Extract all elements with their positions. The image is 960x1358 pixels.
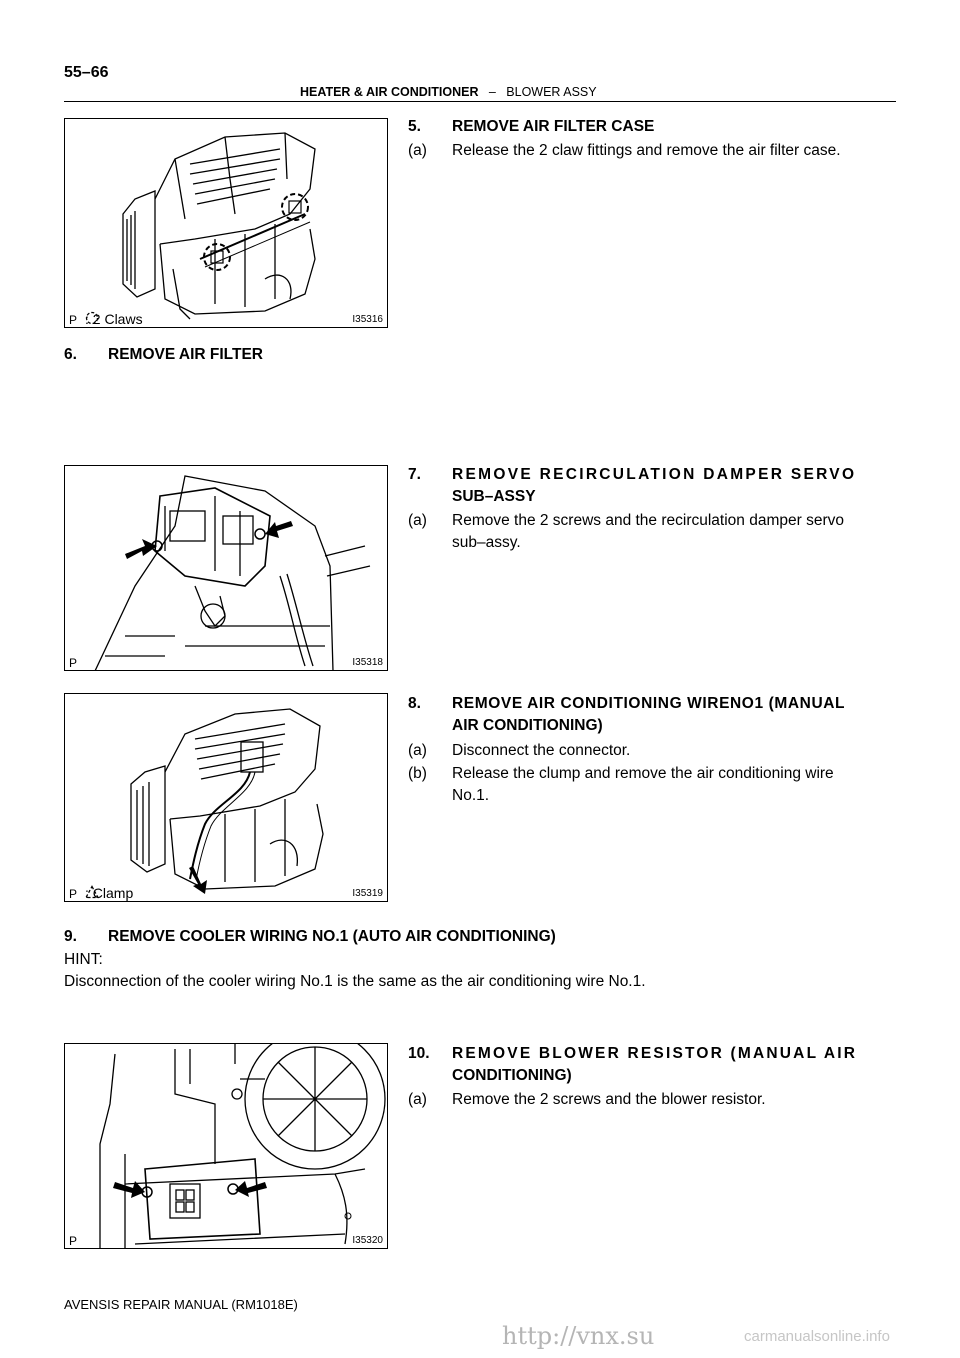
step-9-title [64,926,556,948]
substep-text: Release the clump and remove the air conditioning wire [452,765,834,782]
dashed-circle-icon [85,311,99,325]
step-10-title-cont: CONDITIONING) [452,1067,572,1084]
hint-text: Disconnection of the cooler wiring No.1 is the same as the air conditioning wire No.1. [64,973,646,990]
substep-text: Release the 2 claw fittings and remove the air filter case. [452,142,841,159]
watermark-site[interactable]: carmanualsonline.info [744,1328,890,1345]
step-title-text: REMOVE BLOWER RESISTOR (MANUAL AIR [452,1045,858,1062]
page-number: 55–66 [64,64,109,81]
step-7a-cont: sub–assy. [452,534,521,551]
step-title-text: REMOVE COOLER WIRING NO.1 (AUTO AIR CONDITIONING) [108,928,556,945]
figure-id: I35320 [352,1235,383,1246]
figure-id: I35318 [352,657,383,668]
step-number: 6. [64,346,77,363]
step-8b [408,763,834,785]
figure-legend-text: : Clamp [85,885,134,901]
step-number: 10. [408,1045,430,1062]
step-10a [408,1089,766,1111]
step-8-title-cont: AIR CONDITIONING) [452,717,603,734]
watermark-url[interactable]: http://vnx.su [502,1322,655,1350]
substep-label: (b) [408,765,427,782]
page-header [300,85,597,99]
step-number: 7. [408,466,421,483]
figure-legend [85,311,143,327]
step-number: 5. [408,118,421,135]
figure-id: I35316 [352,314,383,325]
step-number: 8. [408,695,421,712]
blower-resistor-illustration [65,1044,388,1249]
blower-unit-illustration-1 [65,119,388,328]
step-title-text: REMOVE AIR CONDITIONING WIRENO1 (MANUAL [452,695,846,712]
step-8-title [408,693,845,715]
figure-p-mark: P [69,656,78,670]
figure-air-filter-case [64,118,388,328]
step-5a [408,140,841,162]
dashed-triangle-icon [85,885,99,899]
header-separator: – [488,85,496,99]
damper-servo-illustration [65,466,388,671]
header-subsection: BLOWER ASSY [506,85,597,99]
header-rule [64,101,896,102]
step-7a [408,510,844,532]
blower-unit-illustration-2 [65,694,388,902]
header-section: HEATER & AIR CONDITIONER [300,85,479,99]
step-title-text: REMOVE AIR FILTER CASE [452,118,655,135]
figure-p-mark: P [69,887,78,901]
step-7-title [408,464,856,486]
step-10-title [408,1043,857,1065]
step-title-text: REMOVE AIR FILTER [108,346,263,363]
step-6-title [64,344,263,366]
figure-legend-text: : 2 Claws [85,311,143,327]
figure-p-mark: P [69,313,78,327]
substep-label: (a) [408,142,427,159]
step-5-title [408,116,654,138]
figure-damper-servo [64,465,388,671]
figure-blower-resistor [64,1043,388,1249]
substep-text: Remove the 2 screws and the recirculation damper servo [452,512,844,529]
substep-text: Disconnect the connector. [452,742,631,759]
figure-p-mark: P [69,1234,78,1248]
substep-text: Remove the 2 screws and the blower resistor. [452,1091,766,1108]
step-title-text: REMOVE RECIRCULATION DAMPER SERVO [452,466,857,483]
substep-label: (a) [408,1091,427,1108]
substep-label: (a) [408,512,427,529]
figure-ac-wire [64,693,388,902]
footer-manual-title: AVENSIS REPAIR MANUAL (RM1018E) [64,1297,298,1312]
step-number: 9. [64,928,77,945]
figure-legend [85,885,133,901]
figure-id: I35319 [352,888,383,899]
step-8b-cont: No.1. [452,787,490,804]
step-8a [408,740,630,762]
step-7-title-cont: SUB–ASSY [452,488,536,505]
hint-label: HINT: [64,951,103,968]
substep-label: (a) [408,742,427,759]
